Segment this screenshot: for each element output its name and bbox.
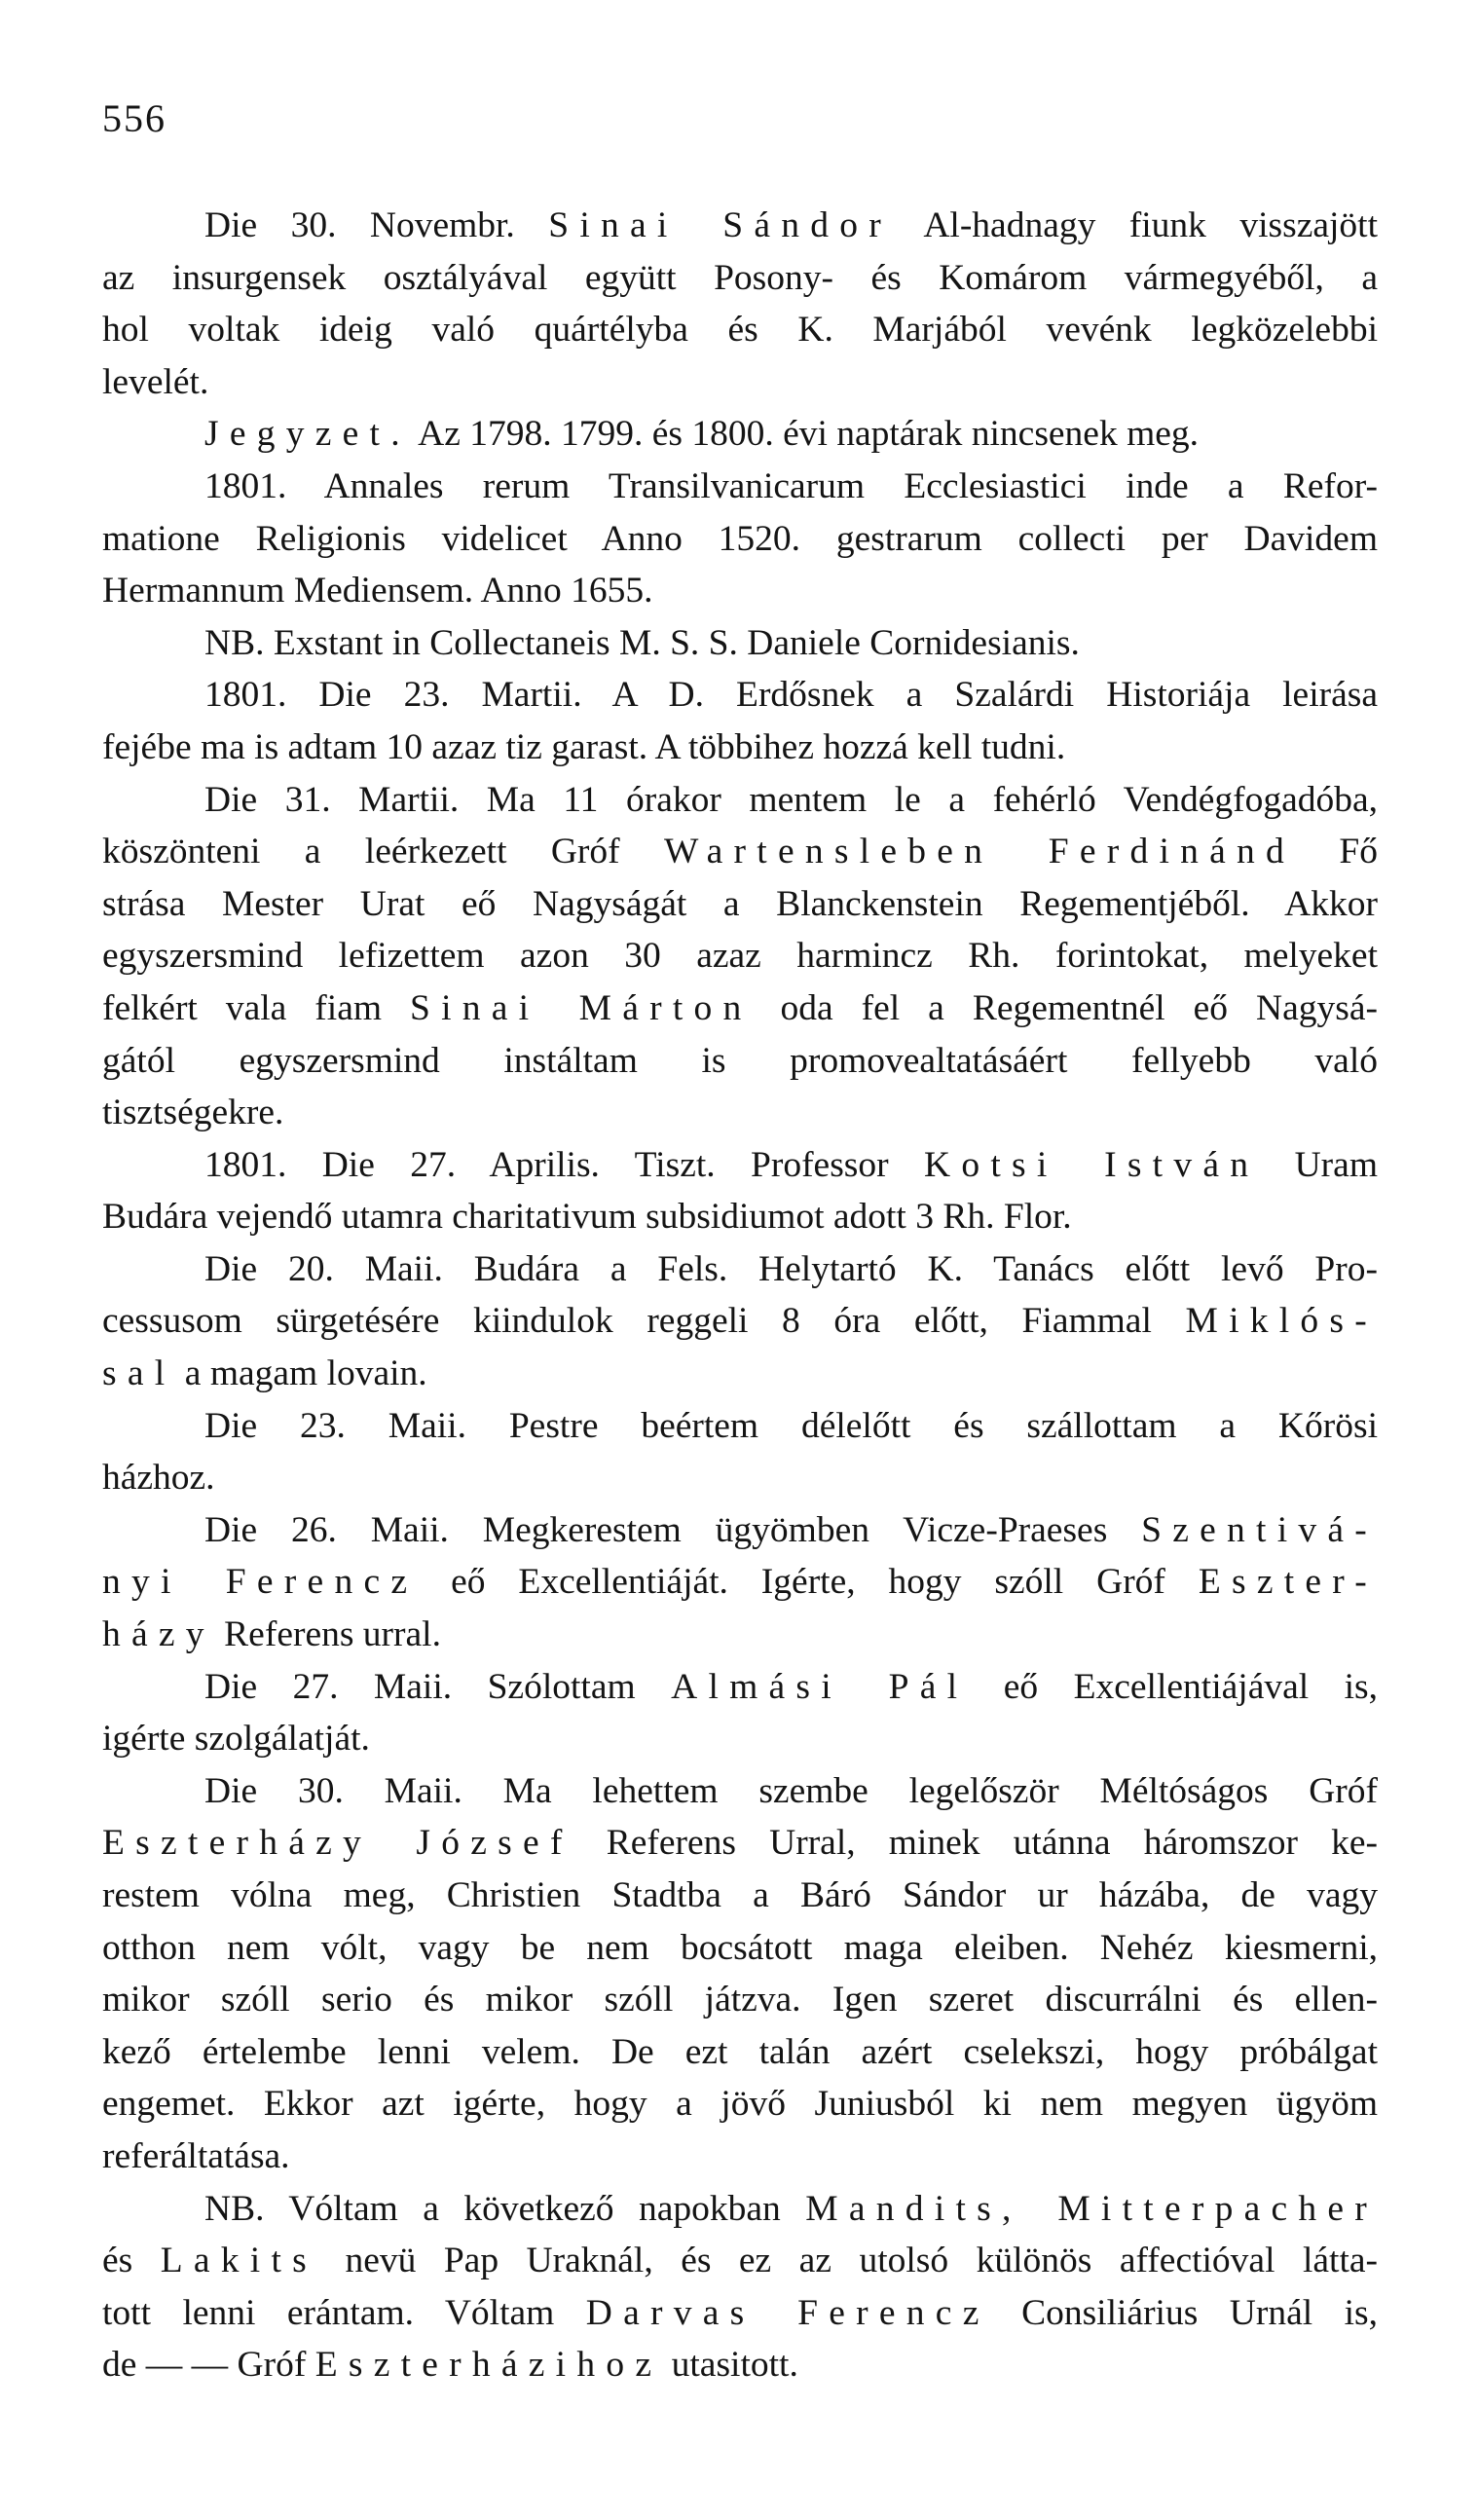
text-line — [102, 356, 1378, 409]
text-line — [102, 722, 1378, 774]
text-segment: 1801. Die 27. Aprilis. Tiszt. Professor — [204, 1144, 924, 1185]
text-line — [102, 1661, 1378, 1714]
spaced-name: Eszter- — [1198, 1562, 1378, 1603]
text-line — [102, 1870, 1378, 1922]
text-line — [102, 1243, 1378, 1296]
spaced-name: Sinai Márton — [410, 987, 753, 1028]
text-segment: Die 31. Martii. Ma 11 órakor mentem le a fehérló Vendégfogadóba, — [204, 779, 1378, 820]
text-line — [102, 617, 1378, 670]
text-segment: kező értelembe lenni velem. De ezt talán azért cselekszi, hogy próbálgat — [102, 2031, 1378, 2072]
spaced-name: sal — [102, 1353, 176, 1394]
spaced-name: Darvas Ferencz — [585, 2292, 990, 2333]
text-segment: Die 20. Maii. Budára a Fels. Helytartó K. Tanács előtt levő Pro- — [204, 1248, 1378, 1289]
text-line — [102, 826, 1378, 878]
spaced-name: Eszterházy József — [102, 1823, 573, 1864]
text-segment: referáltatása. — [102, 2135, 290, 2176]
text-line — [102, 1974, 1378, 2026]
text-segment: levelét. — [102, 361, 209, 402]
text-segment: utasitott. — [662, 2345, 798, 2386]
text-line — [102, 461, 1378, 513]
text-line — [102, 1348, 1378, 1400]
text-segment: Die 26. Maii. Megkerestem ügyömben Vicze-Praeses — [204, 1509, 1142, 1550]
text-segment: strása Mester Urat eő Nagyságát a Blanckenstein Regementjéből. Akkor — [102, 883, 1378, 924]
spaced-name: Eszterházihoz — [314, 2345, 663, 2386]
text-line — [102, 1504, 1378, 1557]
text-line — [102, 1922, 1378, 1975]
text-line — [102, 252, 1378, 305]
text-segment: hol voltak ideig való quártélyba és K. Marjából vevénk legközelebbi — [102, 310, 1378, 351]
text-segment: Die 30. Maii. Ma lehettem szembe legelőször Méltóságos Gróf — [204, 1770, 1378, 1811]
text-line — [102, 408, 1378, 461]
text-line — [102, 1087, 1378, 1139]
body-text — [102, 200, 1378, 2391]
text-line — [102, 1609, 1378, 1661]
text-segment: restem vólna meg, Christien Stadtba a Báró Sándor ur házába, de vagy — [102, 1875, 1378, 1915]
text-segment: engemet. Ekkor azt igérte, hogy a jövő Juniusból ki nem megyen ügyöm — [102, 2084, 1378, 2125]
text-segment: Fő — [1295, 832, 1378, 872]
text-segment: Die 23. Maii. Pestre beértem délelőtt és szállottam a Kőrösi — [204, 1405, 1378, 1446]
text-segment: tisztségekre. — [102, 1093, 284, 1133]
text-segment: Referens Urral, minek utánna háromszor ke- — [573, 1823, 1378, 1864]
text-line — [102, 1817, 1378, 1870]
text-segment: és — [102, 2241, 161, 2281]
text-line — [102, 1556, 1378, 1609]
text-segment: házhoz. — [102, 1458, 215, 1499]
text-segment: eő Excellentiáját. Igérte, hogy szóll Gróf — [418, 1562, 1199, 1603]
text-segment: eő Excellentiájával is, — [968, 1666, 1378, 1707]
text-line — [102, 2131, 1378, 2183]
text-line — [102, 1191, 1378, 1243]
text-line — [102, 2339, 1378, 2391]
spaced-name: Szentivá- — [1141, 1509, 1378, 1550]
text-line — [102, 669, 1378, 722]
text-line — [102, 1400, 1378, 1453]
text-segment: Referens urral. — [214, 1614, 441, 1655]
text-segment: köszönteni a leérkezett Gróf — [102, 832, 665, 872]
text-line — [102, 1765, 1378, 1818]
text-line — [102, 774, 1378, 827]
text-line — [102, 1035, 1378, 1088]
text-segment: gától egyszersmind instáltam is promovealtatásáért fellyebb való — [102, 1040, 1378, 1081]
text-line — [102, 200, 1378, 252]
text-segment: otthon nem vólt, vagy be nem bocsátott maga eleiben. Nehéz kiesmerni, — [102, 1927, 1378, 1968]
spaced-name: nyi Ferencz — [102, 1562, 419, 1603]
text-segment: Die 27. Maii. Szólottam — [204, 1666, 672, 1707]
spaced-name: Sinai Sándor — [548, 205, 892, 245]
text-segment: Die 30. Novembr. — [204, 205, 549, 245]
text-line — [102, 1713, 1378, 1765]
text-line — [102, 930, 1378, 982]
spaced-name: Miklós- — [1185, 1301, 1378, 1342]
text-line — [102, 1295, 1378, 1348]
text-segment: Consiliárius Urnál is, — [989, 2292, 1378, 2333]
text-segment: NB. Exstant in Collectaneis M. S. S. Daniele Cornidesianis. — [204, 622, 1080, 663]
text-segment: NB. Vóltam a következő napokban — [204, 2188, 806, 2229]
text-segment: oda fel a Regementnél eő Nagysá- — [752, 987, 1378, 1028]
text-line — [102, 2235, 1378, 2287]
text-segment: a magam lovain. — [175, 1353, 427, 1394]
text-line — [102, 304, 1378, 356]
text-segment: Az 1798. 1799. és 1800. évi naptárak nincsenek meg. — [410, 414, 1200, 455]
text-segment: igérte szolgálatját. — [102, 1719, 370, 1760]
spaced-name: Mandits, Mitterpacher — [805, 2188, 1378, 2229]
text-line — [102, 2183, 1378, 2236]
text-segment: Al-hadnagy fiunk visszajött — [891, 205, 1378, 245]
text-segment: tott lenni erántam. Vóltam — [102, 2292, 586, 2333]
text-segment: felkért vala fiam — [102, 987, 411, 1028]
text-line — [102, 565, 1378, 617]
text-line — [102, 1452, 1378, 1504]
text-segment: Uram — [1259, 1144, 1378, 1185]
text-segment: 1801. Die 23. Martii. A D. Erdősnek a Szalárdi Historiája leirása — [204, 675, 1378, 716]
text-segment: az insurgensek osztályával együtt Posony- és Komárom vármegyéből, a — [102, 257, 1378, 298]
spaced-name: Almási Pál — [671, 1666, 969, 1707]
text-segment: Budára vejendő utamra charitativum subsidiumot adott 3 Rh. Flor. — [102, 1197, 1072, 1238]
text-segment: 1801. Annales rerum Transilvanicarum Ecclesiastici inde a Refor- — [204, 465, 1378, 506]
text-segment: nevü Pap Uraknál, és ez az utolsó különös affectióval látta- — [316, 2241, 1378, 2281]
text-line — [102, 982, 1378, 1035]
text-segment: cessusom sürgetésére kiindulok reggeli 8 óra előtt, Fiammal — [102, 1301, 1186, 1342]
page-number: 556 — [102, 96, 166, 140]
spaced-name: Lakits — [160, 2241, 317, 2281]
text-segment: matione Religionis videlicet Anno 1520. gestrarum collecti per Davidem — [102, 518, 1378, 559]
text-line — [102, 2287, 1378, 2340]
spaced-name: házy — [102, 1614, 215, 1655]
text-segment: de — — Gróf — [102, 2345, 315, 2386]
text-line — [102, 2026, 1378, 2079]
text-segment: mikor szóll serio és mikor szóll játzva. Igen szeret discurrálni és ellen- — [102, 1980, 1378, 2020]
text-segment: Hermannum Mediensem. Anno 1655. — [102, 571, 653, 611]
spaced-name: Wartensleben Ferdinánd — [664, 832, 1296, 872]
text-segment: fejébe ma is adtam 10 azaz tiz garast. A többihez hozzá kell tudni. — [102, 726, 1066, 767]
text-line — [102, 878, 1378, 931]
text-line — [102, 1139, 1378, 1192]
spaced-name: Kotsi István — [923, 1144, 1260, 1185]
text-segment: egyszersmind lefizettem azon 30 azaz harmincz Rh. forintokat, melyeket — [102, 936, 1378, 977]
spaced-name: Jegyzet. — [204, 414, 411, 455]
text-line — [102, 513, 1378, 566]
text-line — [102, 2078, 1378, 2131]
